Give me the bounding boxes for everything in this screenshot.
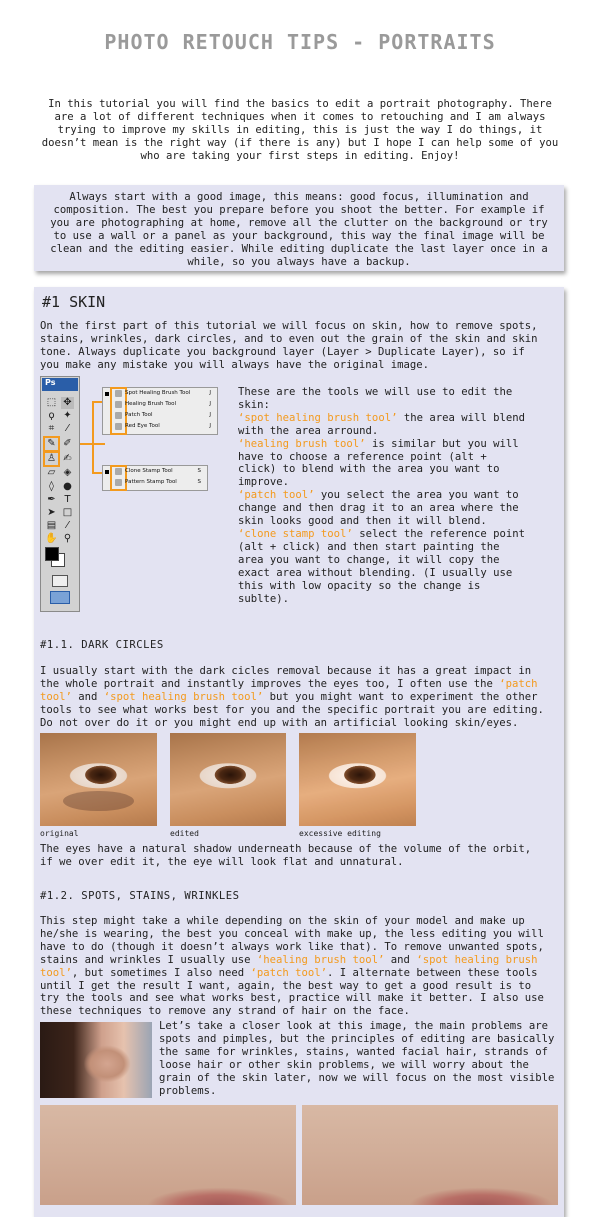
healing-brush-desc: is similar but you will have to choose a reference point (alt + click) to blend with the area you want to improve. bbox=[238, 437, 519, 489]
patch-tool-desc: you select the area you want to change and then drag it to an area where the skin looks good and then it will blend. bbox=[238, 489, 519, 528]
tip-line: composition. The best you prepare before you shoot the better. For example if bbox=[53, 203, 545, 216]
eye-photo-edited bbox=[170, 733, 286, 826]
slice-icon[interactable]: ⁄ bbox=[66, 423, 69, 434]
skin-section bbox=[34, 287, 564, 1217]
eyedropper-icon[interactable]: ⁄ bbox=[66, 520, 69, 531]
portrait-thumbnail bbox=[40, 1022, 152, 1098]
move-icon[interactable]: ✥ bbox=[61, 397, 74, 409]
tip-line: to use a wall or a panel as your background, this way the final image will be bbox=[53, 229, 545, 242]
intro-paragraph bbox=[38, 98, 562, 163]
skin-intro-line: you make any mistake you will always have the original image. bbox=[40, 358, 430, 371]
marquee-icon[interactable]: ⬚ bbox=[46, 397, 57, 408]
magic-wand-icon[interactable]: ✦ bbox=[63, 410, 72, 421]
shape-icon[interactable]: □ bbox=[62, 507, 73, 518]
page-title: PHOTO RETOUCH TIPS - PORTRAITS bbox=[104, 30, 496, 54]
dark-circles-heading: #1.1. DARK CIRCLES bbox=[40, 639, 164, 651]
screen-mode-icon[interactable] bbox=[50, 591, 70, 604]
tip-box bbox=[34, 185, 564, 271]
skin-heading: #1 SKIN bbox=[42, 293, 106, 311]
tools-intro: These are the tools we will use to edit the skin: bbox=[238, 386, 513, 411]
pen-icon[interactable]: ✒ bbox=[47, 494, 56, 505]
dark-circles-note: The eyes have a natural shadow underneath because of the volume of the orbit, if we over edit it, the eye will look flat and unnatural. bbox=[40, 843, 532, 868]
spots-heading: #1.2. SPOTS, STAINS, WRINKLES bbox=[40, 890, 240, 902]
closer-look-text: Let’s take a closer look at this image, the main problems are spots and pimples, but the principles of editing are basically the same for wrinkles, stains, wanted facial hair, strands of loose hair or other skin problems, we will worry about the grain of the skin later, now we will focus on the most visible problems. bbox=[159, 1020, 555, 1097]
menu-item-clone-stamp[interactable]: Clone Stamp Tool S bbox=[103, 466, 207, 477]
history-brush-icon[interactable]: ✍ bbox=[63, 453, 72, 464]
clone-stamp-icon[interactable]: ♙ bbox=[45, 453, 58, 465]
menu-item-patch[interactable]: Patch Tool J bbox=[103, 410, 217, 421]
healing-tools-menu bbox=[102, 387, 218, 435]
menu-item-spot-healing[interactable]: Spot Healing Brush Tool J bbox=[103, 388, 217, 399]
lasso-icon[interactable]: ϙ bbox=[48, 410, 55, 421]
tools-description bbox=[238, 386, 528, 605]
spots-text: This step might take a while depending on the skin of your model and make up he/she is wearing, the best you conceal with make up, the less editing you will have to do (though it doesn’t always work like that). To remove unwanted spots, stains and wrinkles I usually use ‘healing brush tool’ and ‘spot healing brush tool’, but sometimes I also need ‘patch tool’. I alternate between these tools until I get the result I want, again, the best way to get a good result is to try the tools and see what works best, practice will make it better. I also use these techniques to remove any strand of hair on the face. bbox=[40, 915, 544, 1018]
intro-line: trying to improve my skills in editing, this is just the way I do things, it bbox=[57, 123, 543, 136]
skin-intro-line: stains, wrinkles, dark circles, and to even out the grain of the skin and skin bbox=[40, 332, 538, 345]
eye-photo-excessive bbox=[299, 733, 416, 826]
spot-healing-label: ‘spot healing brush tool’ bbox=[238, 411, 398, 424]
photoshop-logo: Ps bbox=[42, 378, 78, 391]
menu-item-pattern-stamp[interactable]: Pattern Stamp Tool S bbox=[103, 477, 207, 488]
caption-edited: edited bbox=[170, 829, 199, 838]
clone-stamp-label: ‘clone stamp tool’ bbox=[238, 527, 353, 540]
brush-icon[interactable]: ✐ bbox=[63, 438, 72, 449]
intro-line: are a lot of different techniques when it comes to retouching and I am always bbox=[54, 110, 546, 123]
zoom-icon[interactable]: ⚲ bbox=[63, 533, 72, 544]
tip-line: while, so you always have a backup. bbox=[187, 255, 411, 268]
healing-brush-label: ‘healing brush tool’ bbox=[238, 437, 366, 450]
photoshop-toolbox bbox=[40, 376, 80, 612]
eye-photo-original bbox=[40, 733, 157, 826]
patch-tool-label: ‘patch tool’ bbox=[238, 489, 315, 502]
eraser-icon[interactable]: ▱ bbox=[47, 467, 56, 478]
caption-original: original bbox=[40, 829, 79, 838]
menu-item-healing-brush[interactable]: Healing Brush Tool J bbox=[103, 399, 217, 410]
hand-icon[interactable]: ✋ bbox=[45, 533, 58, 544]
clone-stamp-desc: select the reference point (alt + click) and then start painting the area you want to change, it will copy the exact area without blending. (I usually use this with low opacity so the change is sublte). bbox=[238, 527, 526, 605]
healing-brush-icon[interactable]: ✎ bbox=[45, 438, 58, 450]
path-select-icon[interactable]: ➤ bbox=[47, 507, 56, 518]
dodge-icon[interactable]: ● bbox=[63, 481, 72, 492]
skin-intro-line: On the first part of this tutorial we will focus on skin, how to remove spots, bbox=[40, 320, 538, 332]
blur-icon[interactable]: ◊ bbox=[49, 481, 54, 492]
tip-line: clean and the editing easier. While editing duplicate the last layer once in a bbox=[50, 242, 548, 255]
crop-icon[interactable]: ⌗ bbox=[48, 423, 55, 434]
skin-closeup-after bbox=[302, 1105, 558, 1205]
dark-circles-text: I usually start with the dark cicles removal because it has a great impact in the whole portrait and instantly improves the eyes too, I often use the ‘patch tool’ and ‘spot healing brush tool’ but you might want to experiment the other tools to see what works best for you and the specific portrait you are editing. Do not over do it or you might end up with an artificial looking skin/eyes. bbox=[40, 665, 544, 729]
stamp-tools-menu bbox=[102, 465, 208, 491]
notes-icon[interactable]: ▤ bbox=[46, 520, 57, 531]
connector-line bbox=[92, 401, 94, 473]
menu-item-red-eye[interactable]: Red Eye Tool J bbox=[103, 421, 217, 432]
skin-closeup-before bbox=[40, 1105, 296, 1205]
tip-line: Always start with a good image, this means: good focus, illumination and bbox=[69, 191, 529, 203]
quick-mask-icon[interactable] bbox=[52, 575, 68, 587]
skin-intro-line: tone. Always duplicate you background layer (Layer > Duplicate Layer), so if bbox=[40, 345, 525, 358]
skin-intro bbox=[40, 320, 560, 372]
intro-line: doesn’t mean is the right way (if there is any) but I hope I can help some of you bbox=[41, 136, 559, 149]
spot-healing-desc: the area will blend with the area arround. bbox=[238, 411, 526, 437]
type-icon[interactable]: T bbox=[64, 494, 71, 505]
caption-excessive: excessive editing bbox=[299, 829, 381, 838]
intro-line: In this tutorial you will find the basics to edit a portrait photography. There bbox=[48, 98, 552, 110]
tip-line: you are photographing at home, remove all the clutter on the background or try bbox=[50, 216, 548, 229]
foreground-color-swatch[interactable] bbox=[45, 547, 59, 561]
intro-line: who are taking your first steps in editing. Enjoy! bbox=[140, 149, 460, 162]
paint-bucket-icon[interactable]: ◈ bbox=[63, 467, 72, 478]
